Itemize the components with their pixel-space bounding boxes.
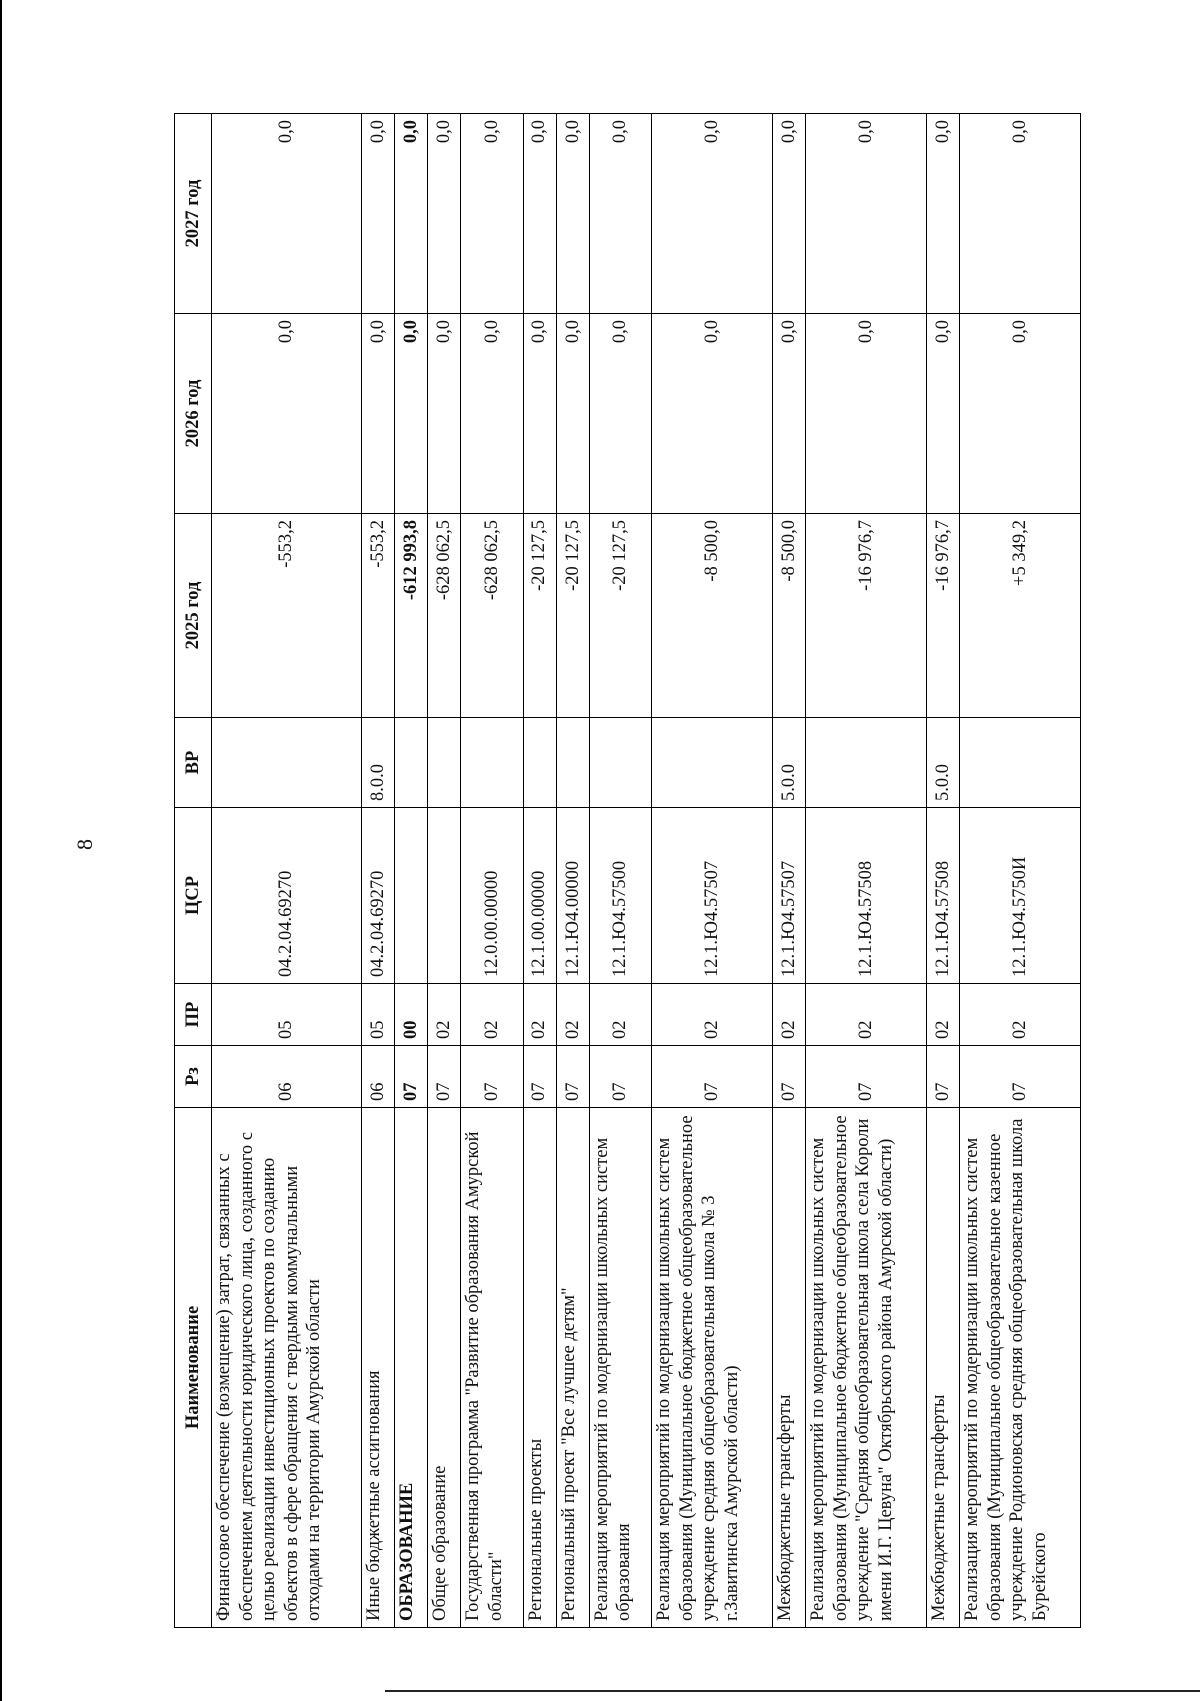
cell-2025: -20 127,5 [523,514,556,718]
col-header-2026: 2026 год [175,314,212,514]
table-row [806,114,927,1628]
col-header-csr: ЦСР [175,808,212,984]
cell-vr [461,718,523,808]
table-row [926,114,959,1628]
cell-pr: 02 [556,984,589,1046]
cell-2025: -553,2 [362,514,395,718]
cell-rz: 07 [428,1046,461,1108]
cell-2025: -553,2 [212,514,362,718]
cell-2027: 0,0 [362,114,395,314]
table-row [428,114,461,1628]
cell-name: Государственная программа "Развитие образования Амурской области" [461,1108,523,1628]
cell-vr [589,718,651,808]
cell-csr: 12.1.Ю4.00000 [556,808,589,984]
cell-2026: 0,0 [589,314,651,514]
cell-pr: 02 [428,984,461,1046]
cell-2027: 0,0 [806,114,927,314]
cell-name: Реализация мероприятий по модернизации школьных систем образования (Муниципальное бюджетное общеобразовательное учреждение "Средняя общеобразовательная школа села Короли имени И.Г. Цевуна" Октябрьского района Амурской области) [806,1108,927,1628]
cell-pr: 02 [461,984,523,1046]
cell-vr [428,718,461,808]
cell-2027: 0,0 [652,114,773,314]
table-row [362,114,395,1628]
cell-csr: 12.0.00.00000 [461,808,523,984]
cell-csr: 12.1.Ю4.57507 [773,808,806,984]
cell-vr: 8.0.0 [362,718,395,808]
cell-name: Межбюджетные трансферты [773,1108,806,1628]
cell-2026: 0,0 [362,314,395,514]
cell-2025: -8 500,0 [652,514,773,718]
cell-pr: 05 [212,984,362,1046]
cell-pr: 02 [806,984,927,1046]
table-row [960,114,1081,1628]
cell-name: Иные бюджетные ассигнования [362,1108,395,1628]
cell-rz: 07 [395,1046,428,1108]
cell-pr: 02 [589,984,651,1046]
cell-rz: 07 [556,1046,589,1108]
cell-pr: 02 [652,984,773,1046]
cell-csr: 12.1.Ю4.5750И [960,808,1081,984]
cell-2026: 0,0 [461,314,523,514]
cell-2026: 0,0 [926,314,959,514]
cell-2027: 0,0 [212,114,362,314]
cell-2027: 0,0 [395,114,428,314]
cell-vr [523,718,556,808]
cell-2027: 0,0 [926,114,959,314]
cell-2026: 0,0 [428,314,461,514]
col-header-2027: 2027 год [175,114,212,314]
cell-csr: 04.2.04.69270 [212,808,362,984]
cell-pr: 02 [523,984,556,1046]
cell-rz: 07 [960,1046,1081,1108]
table-row [523,114,556,1628]
cell-2027: 0,0 [556,114,589,314]
cell-2027: 0,0 [461,114,523,314]
cell-pr: 02 [960,984,1081,1046]
rotated-table-container [174,114,1081,1628]
cell-2026: 0,0 [960,314,1081,514]
cell-rz: 06 [362,1046,395,1108]
cell-2025: -16 976,7 [926,514,959,718]
col-header-rz: Рз [175,1046,212,1108]
cell-pr: 02 [926,984,959,1046]
cell-rz: 07 [926,1046,959,1108]
cell-2027: 0,0 [960,114,1081,314]
cell-name: Общее образование [428,1108,461,1628]
cell-vr [395,718,428,808]
cell-2026: 0,0 [212,314,362,514]
cell-pr: 05 [362,984,395,1046]
cell-rz: 07 [806,1046,927,1108]
cell-vr [960,718,1081,808]
page-number: 8 [72,839,97,850]
col-header-pr: ПР [175,984,212,1046]
table-row [773,114,806,1628]
cell-2025: -16 976,7 [806,514,927,718]
cell-name: Финансовое обеспечение (возмещение) затрат, связанных с обеспечением деятельности юридического лица, созданного с целью реализации инвестиционных проектов по созданию объектов в сфере обращения с твердыми коммунальными отходами на территории Амурской области [212,1108,362,1628]
cell-name: Реализация мероприятий по модернизации школьных систем образования (Муниципальное бюджетное общеобразовательное учреждение средняя общеобразовательная школа № 3 г.Завитинска Амурской области) [652,1108,773,1628]
scan-bottom-edge [385,1690,1200,1692]
cell-rz: 07 [523,1046,556,1108]
cell-2025: -628 062,5 [461,514,523,718]
col-header-vr: ВР [175,718,212,808]
cell-name: ОБРАЗОВАНИЕ [395,1108,428,1628]
cell-2027: 0,0 [773,114,806,314]
cell-2025: -612 993,8 [395,514,428,718]
cell-vr [652,718,773,808]
table-row [461,114,523,1628]
cell-2025: -8 500,0 [773,514,806,718]
cell-2027: 0,0 [589,114,651,314]
cell-2027: 0,0 [428,114,461,314]
table-row [589,114,651,1628]
table-row [652,114,773,1628]
table-row [556,114,589,1628]
cell-2025: +5 349,2 [960,514,1081,718]
cell-2026: 0,0 [523,314,556,514]
table-row [395,114,428,1628]
cell-name: Реализация мероприятий по модернизации школьных систем образования (Муниципальное общеобразовательное казенное учреждение Родионовская средняя общеобразовательная школа Бурейского [960,1108,1081,1628]
cell-2026: 0,0 [806,314,927,514]
cell-vr: 5.0.0 [773,718,806,808]
cell-2026: 0,0 [556,314,589,514]
cell-2026: 0,0 [395,314,428,514]
cell-2025: -628 062,5 [428,514,461,718]
cell-rz: 07 [461,1046,523,1108]
cell-2025: -20 127,5 [556,514,589,718]
scan-left-edge [0,0,2,1701]
col-header-2025: 2025 год [175,514,212,718]
cell-2026: 0,0 [773,314,806,514]
cell-vr [806,718,927,808]
cell-rz: 07 [773,1046,806,1108]
cell-name: Региональный проект "Все лучшее детям" [556,1108,589,1628]
cell-csr [428,808,461,984]
cell-name: Межбюджетные трансферты [926,1108,959,1628]
cell-pr: 00 [395,984,428,1046]
cell-name: Реализация мероприятий по модернизации школьных систем образования [589,1108,651,1628]
cell-vr: 5.0.0 [926,718,959,808]
cell-csr: 12.1.Ю4.57508 [806,808,927,984]
col-header-name: Наименование [175,1108,212,1628]
budget-table [174,113,1081,1628]
cell-csr [395,808,428,984]
cell-csr: 12.1.Ю4.57507 [652,808,773,984]
cell-csr: 04.2.04.69270 [362,808,395,984]
header-row [175,114,212,1628]
table-body [212,114,1081,1628]
cell-rz: 07 [652,1046,773,1108]
cell-rz: 06 [212,1046,362,1108]
cell-csr: 12.1.00.00000 [523,808,556,984]
cell-2027: 0,0 [523,114,556,314]
cell-csr: 12.1.Ю4.57508 [926,808,959,984]
cell-pr: 02 [773,984,806,1046]
cell-rz: 07 [589,1046,651,1108]
cell-name: Региональные проекты [523,1108,556,1628]
cell-vr [556,718,589,808]
table-row [212,114,362,1628]
cell-vr [212,718,362,808]
cell-2026: 0,0 [652,314,773,514]
cell-csr: 12.1.Ю4.57500 [589,808,651,984]
cell-2025: -20 127,5 [589,514,651,718]
